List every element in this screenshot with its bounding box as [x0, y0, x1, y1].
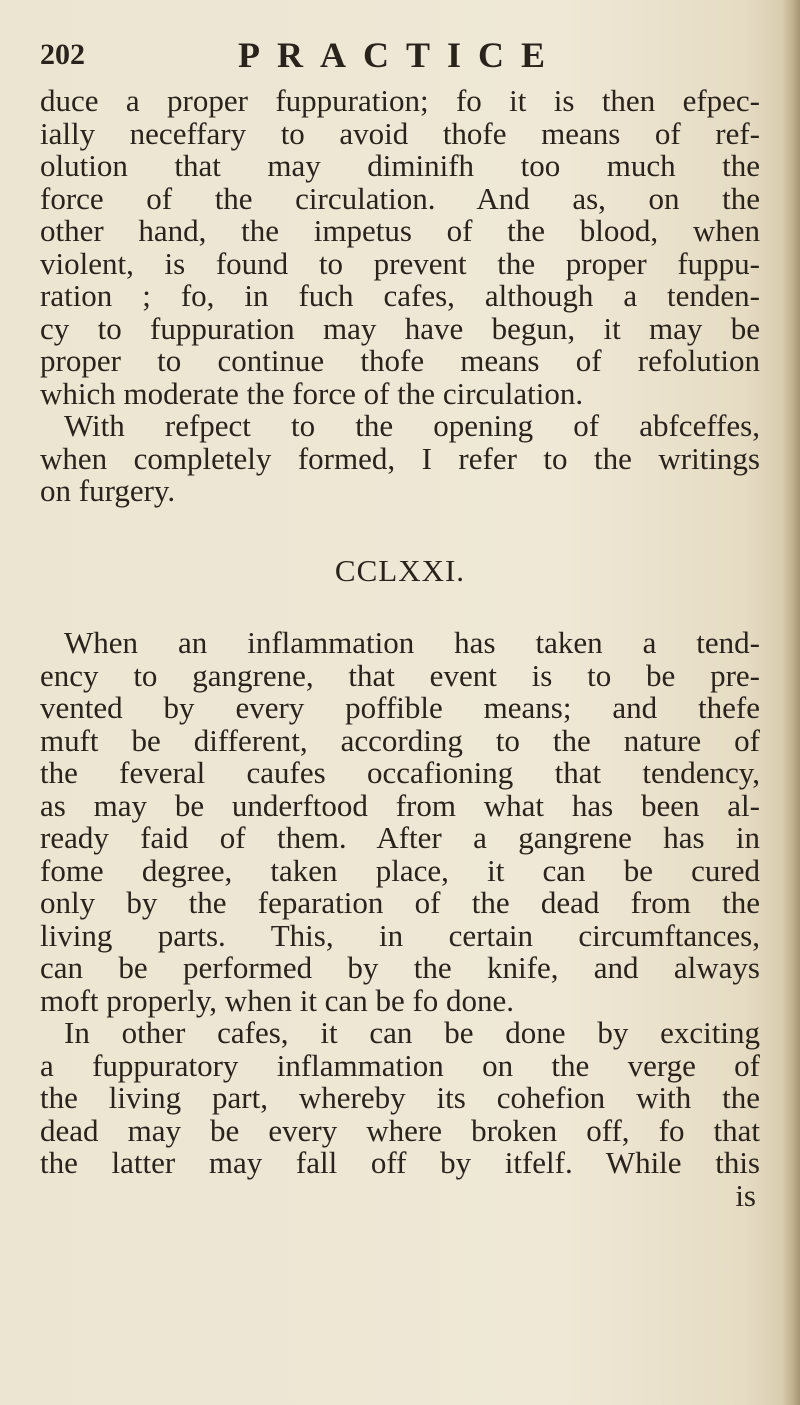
- paragraph-3: [40, 627, 760, 1017]
- text-line: the feveral caufes occafioning that tendency,: [40, 755, 760, 790]
- text-line: can be performed by the knife, and always: [40, 950, 760, 985]
- paragraph-2: [40, 410, 760, 508]
- text-line: olution that may diminifh too much the: [40, 148, 760, 183]
- text-line: ready faid of them. After a gangrene has in: [40, 820, 760, 855]
- paragraph-4: [40, 1017, 760, 1180]
- text-line: the latter may fall off by itfelf. While this: [40, 1145, 760, 1180]
- page-gutter-shadow: [782, 0, 800, 1405]
- paragraph-1: [40, 85, 760, 410]
- text-line: cy to fuppuration may have begun, it may be: [40, 310, 760, 346]
- text-line: violent, is found to prevent the proper fuppu-: [40, 245, 760, 281]
- text-line: the living part, whereby its cohefion with the: [40, 1080, 760, 1115]
- text-line: living parts. This, in certain circumftances,: [40, 917, 760, 953]
- page-header: [40, 32, 600, 84]
- text-line: when completely formed, I refer to the writings: [40, 440, 760, 476]
- text-line: duce a proper fuppuration; fo it is then efpec-: [40, 83, 760, 118]
- running-head: PRACTICE: [238, 35, 563, 75]
- text-line: In other cafes, it can be done by exciting: [64, 1015, 760, 1050]
- text-line: a fuppuratory inflammation on the verge of: [40, 1047, 760, 1083]
- text-line: With refpect to the opening of abfceffes,: [64, 408, 760, 443]
- text-line: only by the feparation of the dead from the: [40, 885, 760, 920]
- text-line: ially neceffary to avoid thofe means of ref-: [40, 115, 760, 151]
- text-line: ration ; fo, in fuch cafes, although a tenden-: [40, 278, 760, 313]
- text-line: on furgery.: [40, 473, 176, 508]
- section-heading: CCLXXI.: [334, 552, 466, 588]
- text-line: which moderate the force of the circulation.: [40, 375, 584, 411]
- text-line: fome degree, taken place, it can be cured: [40, 852, 760, 888]
- text-line: muft be different, according to the nature of: [40, 722, 760, 758]
- body-text: [40, 85, 760, 1212]
- page-number: 202: [40, 38, 85, 71]
- text-line: ency to gangrene, that event is to be pre-: [40, 657, 760, 693]
- catchword: is: [735, 1177, 756, 1213]
- text-line: as may be underftood from what has been al-: [40, 787, 760, 823]
- text-line: moft properly, when it can be fo done.: [40, 982, 515, 1018]
- text-line: dead may be every where broken off, fo that: [40, 1112, 760, 1148]
- text-line: When an inflammation has taken a tend-: [64, 625, 760, 660]
- text-line: other hand, the impetus of the blood, when: [40, 213, 760, 248]
- text-line: proper to continue thofe means of refolution: [40, 343, 760, 378]
- text-line: force of the circulation. And as, on the: [40, 180, 760, 216]
- text-line: vented by every poffible means; and thefe: [40, 690, 760, 725]
